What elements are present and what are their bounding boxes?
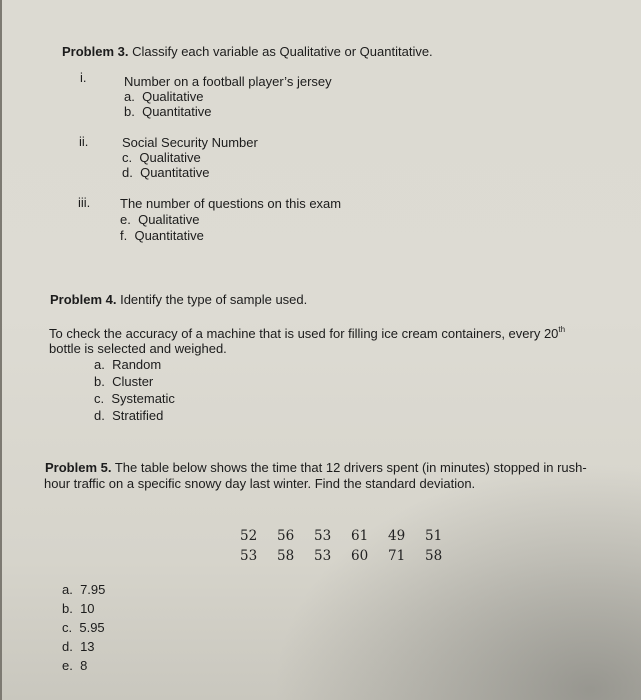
table-cell: 58 (425, 548, 443, 564)
table-cell: 49 (388, 528, 406, 544)
problem4-title (50, 292, 307, 307)
option-text: Qualitative (139, 150, 201, 165)
option-b[interactable] (124, 104, 211, 119)
option-text: 7.95 (80, 582, 106, 597)
option-letter: e. (120, 212, 131, 227)
option-f[interactable] (120, 228, 204, 243)
option-a[interactable] (94, 357, 161, 372)
table-cell: 61 (351, 528, 369, 544)
option-letter: c. (94, 391, 105, 406)
option-letter: c. (122, 150, 133, 165)
option-letter: e. (62, 658, 73, 673)
table-cell: 53 (314, 548, 332, 564)
option-text: Quantitative (142, 104, 212, 119)
option-letter: b. (62, 601, 73, 616)
option-text: 13 (80, 639, 95, 654)
problem4-stem-line2: bottle is selected and weighed. (49, 341, 227, 356)
table-cell: 51 (425, 528, 443, 544)
option-a[interactable] (62, 582, 105, 597)
superscript: th (558, 325, 566, 334)
option-text: 5.95 (79, 620, 105, 635)
option-text: Qualitative (138, 212, 200, 227)
option-b[interactable] (94, 374, 153, 389)
problem3-instruction: Classify each variable as Qualitative or Quantitative. (128, 44, 433, 59)
option-text: Cluster (112, 374, 154, 389)
option-c[interactable] (94, 391, 175, 406)
question-text: Social Security Number (122, 135, 258, 150)
question-text: The number of questions on this exam (120, 196, 342, 211)
option-c[interactable] (122, 150, 201, 165)
option-letter: b. (94, 374, 105, 389)
question-text: Number on a football player’s jersey (124, 74, 332, 89)
option-text: Quantitative (134, 228, 204, 243)
table-cell: 53 (240, 548, 258, 564)
option-text: Systematic (111, 391, 175, 406)
option-b[interactable] (62, 601, 95, 616)
option-text: Qualitative (142, 89, 204, 104)
option-a[interactable] (124, 89, 204, 104)
option-e[interactable] (120, 212, 200, 227)
problem3-title (62, 44, 433, 59)
option-letter: a. (62, 582, 73, 597)
option-d[interactable] (94, 408, 163, 423)
table-cell: 71 (388, 548, 406, 564)
option-text: 10 (80, 601, 95, 616)
option-letter: a. (94, 357, 105, 372)
problem5-line1 (45, 460, 587, 475)
problem5-label: Problem 5. (45, 460, 112, 475)
table-cell: 53 (314, 528, 332, 544)
problem5-instruction: The table below shows the time that 12 drivers spent (in minutes) stopped in rush- (111, 460, 587, 475)
option-d[interactable] (62, 639, 95, 654)
page-edge (0, 0, 2, 700)
table-row (240, 528, 462, 548)
option-text: Random (112, 357, 162, 372)
roman-numeral: iii. (78, 195, 91, 210)
option-letter: d. (62, 639, 73, 654)
option-d[interactable] (122, 165, 209, 180)
problem3-label: Problem 3. (62, 44, 129, 59)
option-text: Quantitative (140, 165, 210, 180)
table-row (240, 548, 462, 568)
option-letter: b. (124, 104, 135, 119)
option-text: 8 (80, 658, 88, 673)
roman-numeral: ii. (79, 134, 89, 149)
option-letter: d. (94, 408, 105, 423)
problem4-instruction: Identify the type of sample used. (116, 292, 308, 307)
stem-text: To check the accuracy of a machine that is used for filling ice cream containers, every 20 (49, 326, 559, 341)
data-table (240, 528, 462, 568)
table-cell: 56 (277, 528, 295, 544)
problem5-line2: hour traffic on a specific snowy day last winter. Find the standard deviation. (44, 476, 476, 491)
option-e[interactable] (62, 658, 87, 673)
table-cell: 52 (240, 528, 258, 544)
table-cell: 60 (351, 548, 369, 564)
problem4-stem-line1 (49, 325, 565, 341)
roman-numeral: i. (80, 70, 87, 85)
option-c[interactable] (62, 620, 105, 635)
option-letter: f. (120, 228, 128, 243)
option-letter: a. (124, 89, 135, 104)
problem4-label: Problem 4. (50, 292, 117, 307)
option-letter: d. (122, 165, 133, 180)
option-letter: c. (62, 620, 73, 635)
table-cell: 58 (277, 548, 295, 564)
option-text: Stratified (112, 408, 164, 423)
